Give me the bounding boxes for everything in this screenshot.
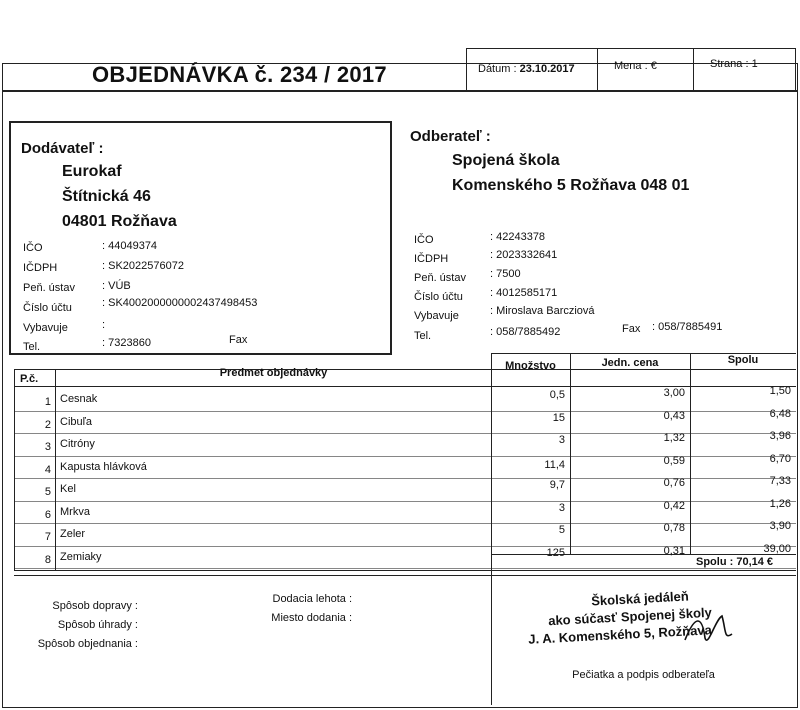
dodavatel-tel-label: Tel. [23,341,41,353]
dodavatel-bank-value: : VÚB [102,280,131,292]
sum-field [696,556,773,568]
odberatel-bank-label: Peň. ústav [414,272,466,284]
odberatel-icdph-value: : 2023332641 [490,249,558,261]
strana-value: 1 [751,58,758,70]
table-row-unit: 0,43 [663,409,685,422]
dodavatel-vybavuje-label: Vybavuje [23,322,68,334]
mena-field [614,60,657,72]
sum-value: 70,14 € [736,556,774,568]
table-row-pc: 8 [44,553,51,566]
table-row-qty: 3 [558,434,565,446]
dodavatel-city: 04801 Rožňava [62,213,177,230]
sposob-dopravy-label: Spôsob dopravy : [52,600,138,612]
mena-label: Mena : [614,60,648,72]
sposob-uhrady-label: Spôsob úhrady : [57,619,138,631]
sposob-objednania-label: Spôsob objednania : [37,638,138,650]
signature [680,610,740,650]
col-header-pc: P.č. [20,373,39,385]
odberatel-vybavuje-value: : Miroslava Barcziová [490,305,595,317]
col-header-total: Spolu [727,354,759,366]
header-divider-2 [597,48,598,91]
table-row-unit: 0,42 [663,499,685,512]
dodavatel-account-label: Číslo účtu [23,302,72,314]
header-top-line [466,48,796,49]
table-row-total: 1,50 [769,385,791,397]
col-header-unit: Jedn. cena [601,357,659,369]
odberatel-account-value: : 4012585171 [490,287,558,299]
table-row-unit: 0,59 [663,454,685,467]
footer-divider [491,575,492,705]
table-row-qty: 9,7 [549,479,565,491]
dodavatel-fax-label: Fax [229,334,248,346]
table-row-unit: 3,00 [663,387,685,399]
datum-label: Dátum : [478,63,517,75]
table-row-pc: 4 [44,463,51,476]
table-row-pc: 2 [44,418,51,431]
table-row-total: 6,48 [769,407,791,420]
table-row-item: Zeler [60,528,86,540]
table-row-item: Zemiaky [60,550,102,563]
odberatel-vybavuje-label: Vybavuje [414,310,459,322]
table-row-qty: 5 [558,524,565,536]
table-row-unit: 0,76 [663,477,685,489]
table-row-unit: 0,78 [663,522,685,534]
mena-value: € [650,60,657,72]
table-row-item: Cesnak [60,393,98,405]
col-header-qty: Množstvo [505,360,556,372]
table-row-pc: 1 [44,396,51,408]
dodavatel-ico-label: IČO [23,242,43,254]
table-row-qty: 125 [546,546,565,559]
table-row-item: Kel [60,483,76,495]
dodavatel-street: Štítnická 46 [62,188,151,205]
table-row-divider [14,568,796,569]
table-row-unit: 0,31 [663,544,685,557]
stamp-line-1: Školská jedáleň [590,588,690,609]
miesto-dodania-label: Miesto dodania : [271,612,352,624]
odberatel-fax-value: : 058/7885491 [652,321,723,333]
table-row-pc: 6 [44,508,51,521]
table-row-unit: 1,32 [663,432,685,444]
odberatel-bank-value: : 7500 [490,268,521,280]
page-title: OBJEDNÁVKA č. 234 / 2017 [92,62,387,87]
header-right-line [795,48,796,91]
table-row-item: Citróny [60,438,95,450]
strana-field [710,58,758,70]
table-row-qty: 0,5 [549,389,565,401]
table-row-pc: 7 [44,531,51,543]
header-divider-1 [466,48,467,91]
table-row-pc: 3 [44,441,51,453]
dodavatel-tel-value: : 7323860 [102,337,151,349]
stamp-line-2: ako súčasť Spojenej školy [547,604,713,629]
table-row-item: Kapusta hlávková [60,460,147,473]
odberatel-name: Spojená škola [452,152,560,169]
table-row-total: 3,96 [769,430,791,442]
table-row-total: 7,33 [769,475,791,487]
table-col-divider-pc [55,369,56,570]
odberatel-ico-label: IČO [414,234,434,246]
stamp-line-3: J. A. Komenského 5, Rožňava [527,622,713,647]
table-row-qty: 15 [552,411,565,424]
dodavatel-bank-label: Peň. ústav [23,282,75,294]
odberatel-tel-label: Tel. [414,330,432,342]
footer-top-line [14,575,796,576]
table-row-total: 39,00 [763,542,791,555]
table-row-item: Cibuľa [60,415,92,428]
odberatel-address: Komenského 5 Rožňava 048 01 [452,177,690,194]
table-row-item: Mrkva [60,505,90,518]
odberatel-icdph-label: IČDPH [414,253,449,265]
datum-value: 23.10.2017 [519,63,575,75]
strana-label: Strana : [710,58,749,70]
table-row-qty: 3 [558,501,565,514]
table-row-total: 6,70 [769,452,791,465]
table-bottom-line [14,570,796,571]
dodavatel-name: Eurokaf [62,163,122,180]
odberatel-fax-label: Fax [622,323,641,335]
dodavatel-vybavuje-value: : [102,319,106,331]
odberatel-tel-value: : 058/7885492 [490,326,561,338]
odberatel-heading: Odberateľ : [410,128,491,145]
odberatel-account-label: Číslo účtu [414,291,463,303]
header-divider-3 [693,48,694,91]
col-header-item: Predmet objednávky [219,367,328,379]
dodavatel-icdph-label: IČDPH [23,262,58,274]
table-row-pc: 5 [44,486,51,498]
dodavatel-icdph-value: : SK2022576072 [102,260,184,272]
dodavatel-ico-value: : 44049374 [102,240,158,252]
dodavatel-heading: Dodávateľ : [21,140,104,157]
table-row-total: 1,26 [769,497,791,510]
table-row-total: 3,90 [769,520,791,532]
signature-caption: Pečiatka a podpis odberateľa [572,669,715,681]
sum-label: Spolu : [696,556,734,568]
datum-field [478,63,575,75]
table-row-qty: 11,4 [544,458,565,471]
odberatel-ico-value: : 42243378 [490,231,546,243]
dodacia-lehota-label: Dodacia lehota : [272,593,352,605]
dodavatel-account-value: : SK4002000000002437498453 [102,297,258,309]
